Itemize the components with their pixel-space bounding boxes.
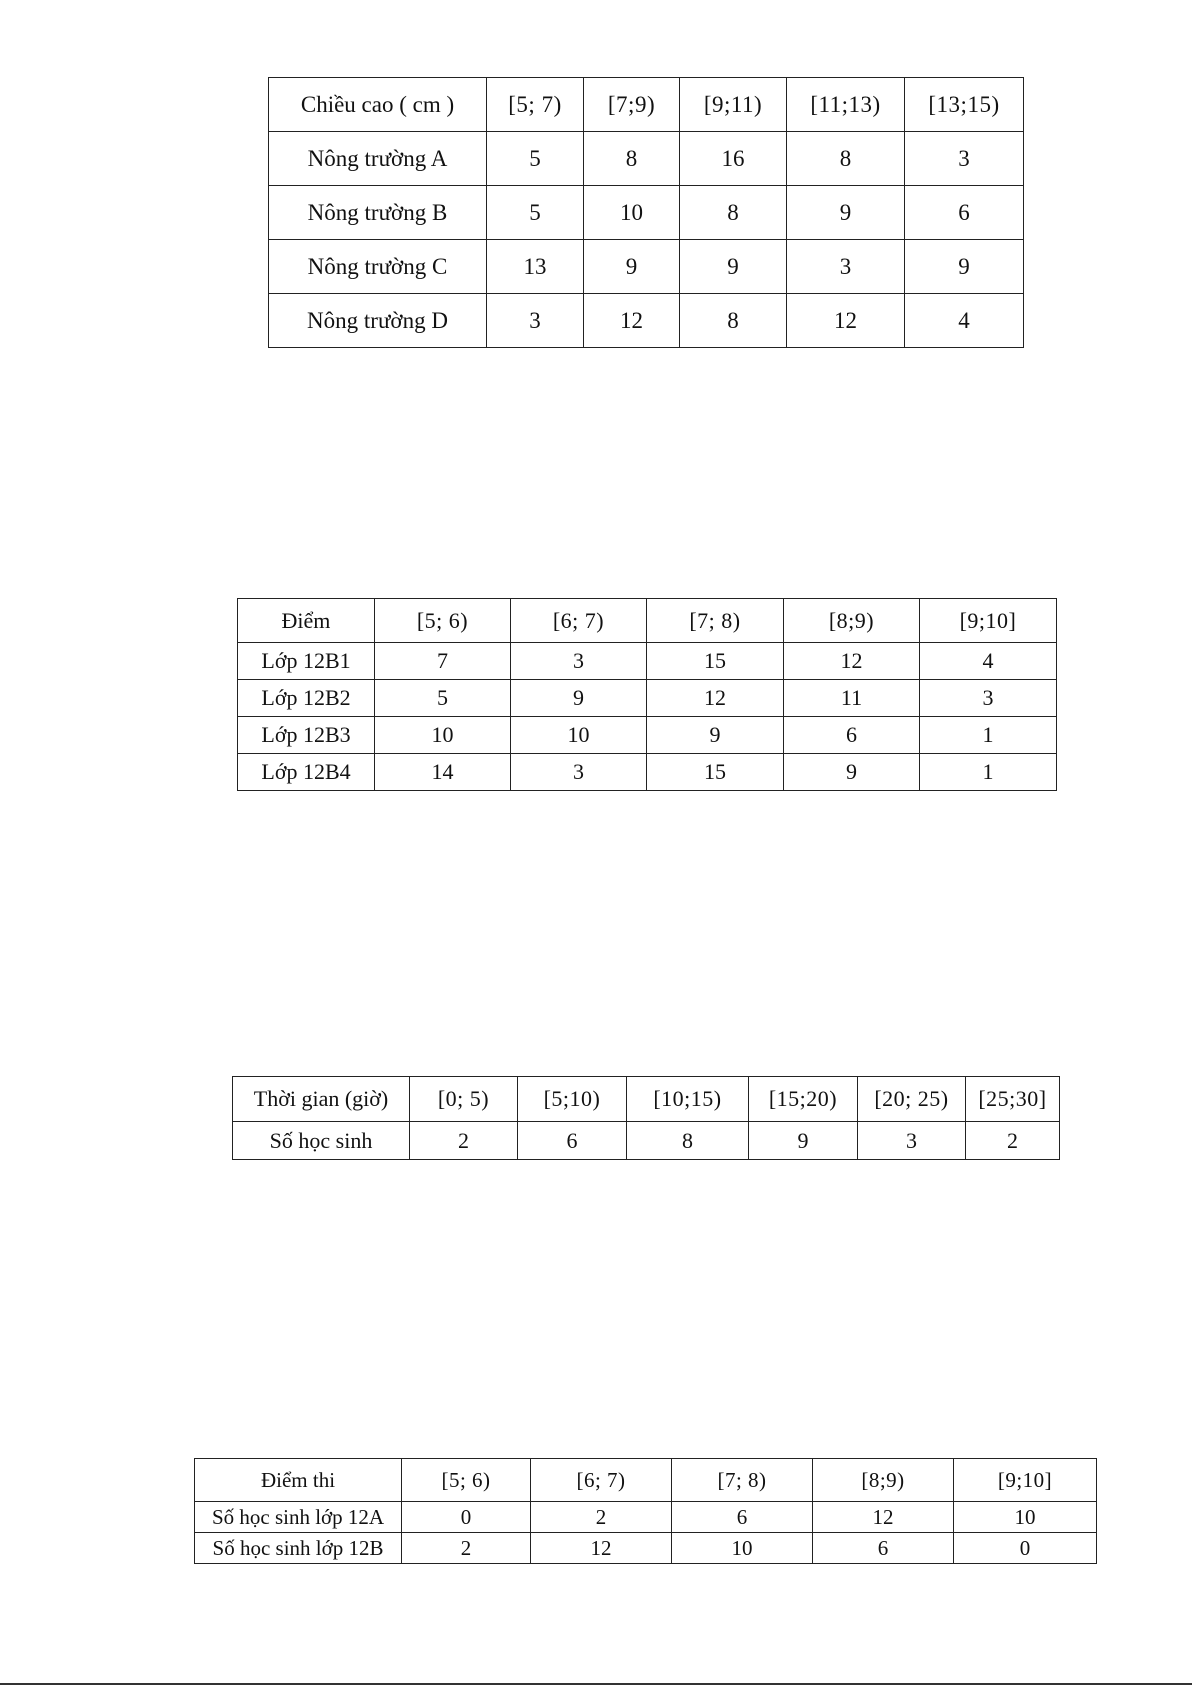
cell-value: 12 bbox=[584, 294, 680, 348]
row-label: Lớp 12B2 bbox=[238, 680, 375, 717]
cell-value: 8 bbox=[584, 132, 680, 186]
row-label: Lớp 12B4 bbox=[238, 754, 375, 791]
interval-header: [7; 8) bbox=[647, 599, 784, 643]
table-row bbox=[269, 294, 1024, 348]
interval-header: [11;13) bbox=[787, 78, 905, 132]
cell-value: 10 bbox=[672, 1533, 813, 1564]
interval-header: [5; 7) bbox=[487, 78, 584, 132]
cell-value: 9 bbox=[784, 754, 920, 791]
interval-header: [9;11) bbox=[680, 78, 787, 132]
interval-header: [8;9) bbox=[784, 599, 920, 643]
cell-value: 3 bbox=[487, 294, 584, 348]
table-header-row bbox=[195, 1459, 1097, 1502]
row-label: Lớp 12B3 bbox=[238, 717, 375, 754]
score-frequency-table bbox=[237, 598, 1057, 791]
cell-value: 2 bbox=[531, 1502, 672, 1533]
cell-value: 8 bbox=[627, 1122, 749, 1160]
interval-header: [7; 8) bbox=[672, 1459, 813, 1502]
row-label: Số học sinh lớp 12B bbox=[195, 1533, 402, 1564]
interval-header: [10;15) bbox=[627, 1077, 749, 1122]
interval-header: [9;10] bbox=[954, 1459, 1097, 1502]
cell-value: 12 bbox=[784, 643, 920, 680]
table-header-row bbox=[238, 599, 1057, 643]
cell-value: 6 bbox=[784, 717, 920, 754]
interval-header: [20; 25) bbox=[858, 1077, 966, 1122]
cell-value: 8 bbox=[680, 294, 787, 348]
table-row bbox=[269, 132, 1024, 186]
cell-value: 9 bbox=[584, 240, 680, 294]
row-label: Lớp 12B1 bbox=[238, 643, 375, 680]
cell-value: 6 bbox=[672, 1502, 813, 1533]
cell-value: 6 bbox=[518, 1122, 627, 1160]
interval-header: [7;9) bbox=[584, 78, 680, 132]
cell-value: 2 bbox=[402, 1533, 531, 1564]
cell-value: 7 bbox=[375, 643, 511, 680]
row-label: Số học sinh bbox=[233, 1122, 410, 1160]
table-row bbox=[269, 240, 1024, 294]
table-row bbox=[195, 1533, 1097, 1564]
interval-header: [6; 7) bbox=[511, 599, 647, 643]
cell-value: 1 bbox=[920, 754, 1057, 791]
cell-value: 16 bbox=[680, 132, 787, 186]
cell-value: 12 bbox=[813, 1502, 954, 1533]
cell-value: 14 bbox=[375, 754, 511, 791]
header-label: Điểm bbox=[238, 599, 375, 643]
cell-value: 15 bbox=[647, 643, 784, 680]
interval-header: [5; 6) bbox=[375, 599, 511, 643]
header-label: Thời gian (giờ) bbox=[233, 1077, 410, 1122]
cell-value: 10 bbox=[511, 717, 647, 754]
table-row bbox=[195, 1502, 1097, 1533]
cell-value: 9 bbox=[680, 240, 787, 294]
interval-header: [8;9) bbox=[813, 1459, 954, 1502]
header-label: Điểm thi bbox=[195, 1459, 402, 1502]
row-label: Nông trường B bbox=[269, 186, 487, 240]
cell-value: 3 bbox=[905, 132, 1024, 186]
study-time-table bbox=[232, 1076, 1060, 1160]
cell-value: 8 bbox=[787, 132, 905, 186]
cell-value: 13 bbox=[487, 240, 584, 294]
table-row bbox=[269, 186, 1024, 240]
cell-value: 9 bbox=[749, 1122, 858, 1160]
table-row bbox=[238, 643, 1057, 680]
cell-value: 12 bbox=[647, 680, 784, 717]
cell-value: 9 bbox=[647, 717, 784, 754]
cell-value: 4 bbox=[920, 643, 1057, 680]
interval-header: [6; 7) bbox=[531, 1459, 672, 1502]
cell-value: 10 bbox=[375, 717, 511, 754]
cell-value: 2 bbox=[966, 1122, 1060, 1160]
row-label: Nông trường D bbox=[269, 294, 487, 348]
cell-value: 12 bbox=[531, 1533, 672, 1564]
cell-value: 10 bbox=[584, 186, 680, 240]
cell-value: 0 bbox=[402, 1502, 531, 1533]
cell-value: 2 bbox=[410, 1122, 518, 1160]
cell-value: 3 bbox=[511, 643, 647, 680]
table-header-row bbox=[269, 78, 1024, 132]
interval-header: [25;30] bbox=[966, 1077, 1060, 1122]
cell-value: 10 bbox=[954, 1502, 1097, 1533]
cell-value: 9 bbox=[905, 240, 1024, 294]
cell-value: 11 bbox=[784, 680, 920, 717]
cell-value: 12 bbox=[787, 294, 905, 348]
interval-header: [5;10) bbox=[518, 1077, 627, 1122]
cell-value: 9 bbox=[787, 186, 905, 240]
table-row bbox=[238, 754, 1057, 791]
interval-header: [5; 6) bbox=[402, 1459, 531, 1502]
cell-value: 3 bbox=[511, 754, 647, 791]
header-label: Chiều cao ( cm ) bbox=[269, 78, 487, 132]
cell-value: 4 bbox=[905, 294, 1024, 348]
height-frequency-table bbox=[268, 77, 1024, 348]
cell-value: 9 bbox=[511, 680, 647, 717]
row-label: Nông trường A bbox=[269, 132, 487, 186]
cell-value: 6 bbox=[813, 1533, 954, 1564]
cell-value: 5 bbox=[375, 680, 511, 717]
interval-header: [9;10] bbox=[920, 599, 1057, 643]
cell-value: 6 bbox=[905, 186, 1024, 240]
table-row bbox=[233, 1122, 1060, 1160]
cell-value: 0 bbox=[954, 1533, 1097, 1564]
cell-value: 3 bbox=[920, 680, 1057, 717]
table-header-row bbox=[233, 1077, 1060, 1122]
cell-value: 3 bbox=[787, 240, 905, 294]
interval-header: [15;20) bbox=[749, 1077, 858, 1122]
cell-value: 1 bbox=[920, 717, 1057, 754]
interval-header: [13;15) bbox=[905, 78, 1024, 132]
cell-value: 3 bbox=[858, 1122, 966, 1160]
cell-value: 15 bbox=[647, 754, 784, 791]
table-row bbox=[238, 717, 1057, 754]
row-label: Nông trường C bbox=[269, 240, 487, 294]
cell-value: 5 bbox=[487, 186, 584, 240]
exam-score-table bbox=[194, 1458, 1097, 1564]
cell-value: 5 bbox=[487, 132, 584, 186]
table-row bbox=[238, 680, 1057, 717]
interval-header: [0; 5) bbox=[410, 1077, 518, 1122]
row-label: Số học sinh lớp 12A bbox=[195, 1502, 402, 1533]
cell-value: 8 bbox=[680, 186, 787, 240]
